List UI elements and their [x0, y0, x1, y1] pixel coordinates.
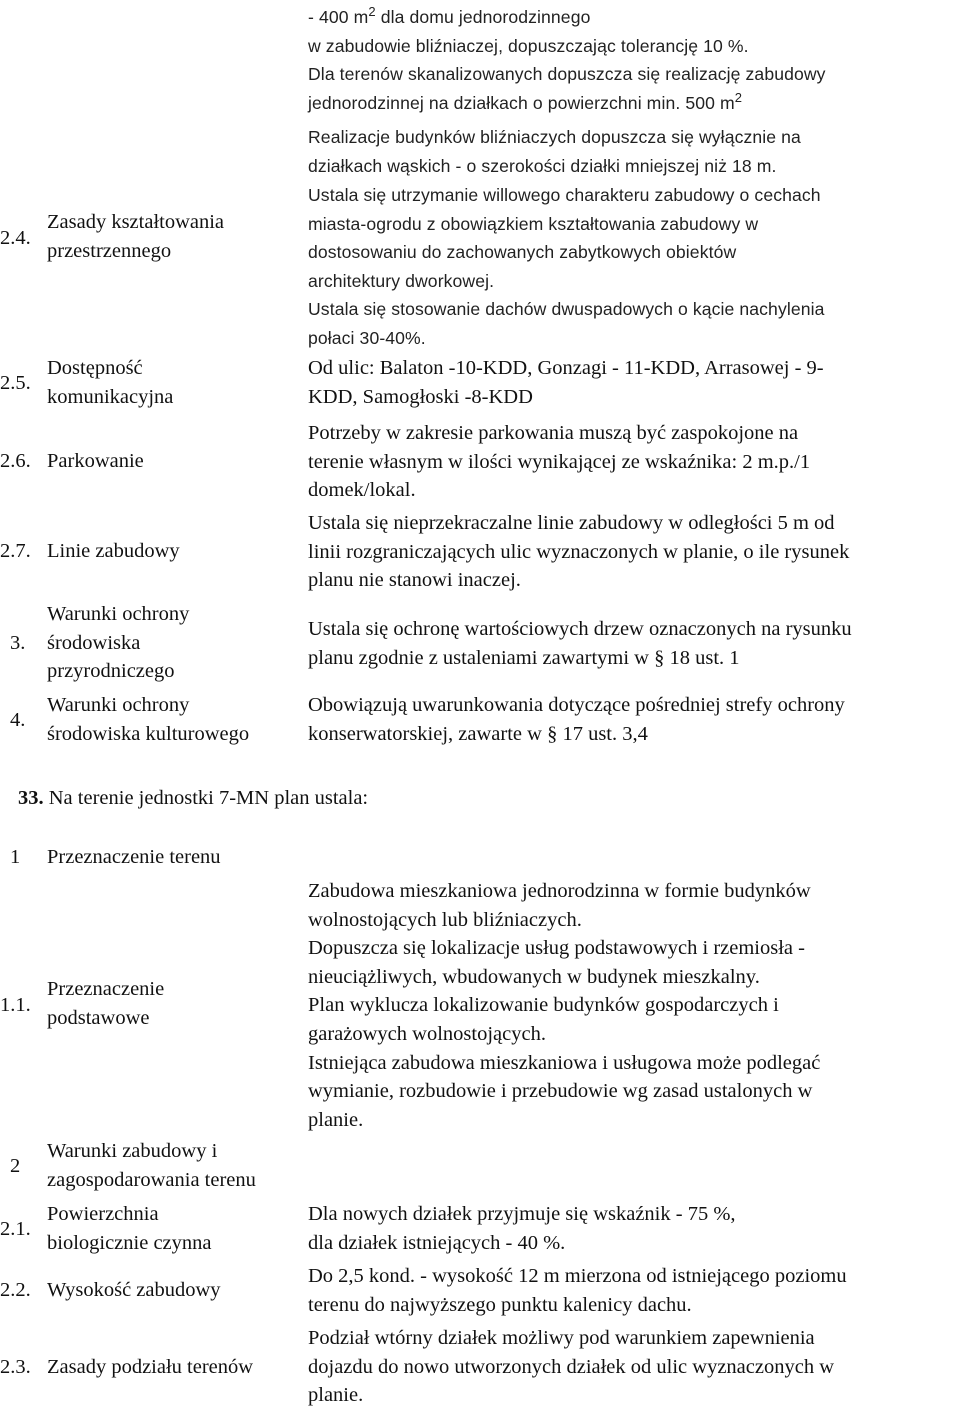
content-line: konserwatorskiej, zawarte w § 17 ust. 3,4	[308, 722, 648, 745]
intro-line-1: - 400 $m^2$ dla domu jednorodzinnego	[308, 4, 591, 27]
row-label	[47, 1200, 212, 1257]
content-line: Ustala się nieprzekraczalne linie zabudowy w odległości 5 m od	[308, 512, 835, 534]
content-line: miasta-ogrodu z obowiązkiem kształtowania zabudowy w	[308, 213, 759, 234]
content-line: planie.	[308, 1384, 364, 1407]
content-line: Dla nowych działek przyjmuje się wskaźnik - 75 %,	[308, 1203, 736, 1225]
row-number: 2.7.	[0, 540, 31, 562]
row-number: 2.4.	[0, 227, 31, 249]
content-line: Plan wyklucza lokalizowanie budynków gospodarczych i	[308, 994, 779, 1017]
row-content	[308, 615, 956, 672]
intro-paragraph	[308, 3, 956, 117]
section-number: 33.	[18, 787, 44, 809]
content-line: dostosowaniu do zachowanych zabytkowych obiektów	[308, 242, 737, 263]
row-number: 2.5.	[0, 372, 31, 394]
label-line: środowiska kulturowego	[47, 722, 250, 745]
content-line: Potrzeby w zakresie parkowania muszą być zaspokojone na	[308, 422, 799, 444]
row-label	[47, 354, 173, 411]
label-line: Przeznaczenie terenu	[47, 846, 221, 868]
content-line: Od ulic: Balaton -10-KDD, Gonzagi - 11-KDD, Arrasowej - 9-	[308, 357, 824, 379]
label-line: Przeznaczenie	[47, 978, 165, 1000]
content-line: połaci 30-40%.	[308, 327, 426, 348]
label-line: zagospodarowania terenu	[47, 1168, 256, 1191]
section-heading	[18, 784, 368, 813]
row-label	[47, 447, 144, 476]
row-content	[308, 1200, 956, 1257]
row-label	[47, 1276, 221, 1305]
row-number: 4.	[10, 709, 26, 731]
label-line: biologicznie czynna	[47, 1231, 212, 1254]
row-content	[308, 691, 956, 748]
row-label	[47, 1137, 256, 1194]
row-content	[308, 419, 956, 505]
intro-line-4: jednorodzinnej na działkach o powierzchni min. 500 $m^2$	[308, 89, 743, 113]
content-line: Obowiązują uwarunkowania dotyczące pośredniej strefy ochrony	[308, 694, 845, 716]
content-line: planu zgodnie z ustaleniami zawartymi w § 18 ust. 1	[308, 646, 740, 669]
label-line: Wysokość zabudowy	[47, 1279, 221, 1301]
row-number: 1.1.	[0, 994, 31, 1016]
label-line: przestrzennego	[47, 239, 172, 262]
content-line: terenie własnym w ilości wynikającej ze wskaźnika: 2 m.p./1	[308, 450, 811, 473]
intro-line-6: działkach wąskich - o szerokości działki mniejszej niż 18 m.	[308, 155, 777, 176]
label-line: Zasady kształtowania	[47, 211, 225, 233]
row-number: 1	[10, 846, 21, 868]
row-content	[308, 1262, 956, 1319]
row-label	[47, 1353, 253, 1382]
content-line: wymianie, rozbudowie i przebudowie wg zasad ustalonych w	[308, 1080, 813, 1103]
label-line: Zasady podziału terenów	[47, 1356, 254, 1378]
row-label	[47, 975, 164, 1032]
content-line: KDD, Samogłoski -8-KDD	[308, 385, 533, 408]
content-line: architektury dworkowej.	[308, 270, 495, 291]
label-line: środowiska	[47, 631, 141, 654]
content-line: domek/lokal.	[308, 479, 416, 502]
row-label	[47, 537, 180, 566]
content-line: Podział wtórny działek możliwy pod warunkiem zapewnienia	[308, 1327, 815, 1349]
row-label	[47, 691, 249, 748]
row-content	[308, 181, 956, 353]
content-line: garażowych wolnostojących.	[308, 1022, 546, 1045]
row-number: 2.2.	[0, 1279, 31, 1301]
content-line: linii rozgraniczających ulic wyznaczonych w planie, o ile rysunek	[308, 540, 850, 563]
intro-paragraph-2	[308, 123, 956, 180]
content-line: wolnostojących lub bliźniaczych.	[308, 908, 582, 931]
row-number: 2.6.	[0, 450, 31, 472]
content-line: dla działek istniejących - 40 %.	[308, 1231, 566, 1254]
label-line: Warunki ochrony	[47, 603, 190, 625]
label-line: komunikacyjna	[47, 385, 174, 408]
content-line: Do 2,5 kond. - wysokość 12 m mierzona od istniejącego poziomu	[308, 1265, 847, 1287]
content-line: nieuciążliwych, wbudowanych w budynek mieszkalny.	[308, 965, 760, 988]
content-line: Zabudowa mieszkaniowa jednorodzinna w formie budynków	[308, 880, 811, 902]
label-line: Warunki zabudowy i	[47, 1140, 218, 1162]
label-line: Dostępność	[47, 357, 143, 379]
content-line: Istniejąca zabudowa mieszkaniowa i usługowa może podlegać	[308, 1051, 821, 1074]
content-line: planie.	[308, 1108, 364, 1131]
content-line: terenu do najwyższego punktu kalenicy dachu.	[308, 1293, 692, 1316]
content-line: Ustala się utrzymanie willowego charakteru zabudowy o cechach	[308, 185, 821, 205]
content-line: Ustala się ochronę wartościowych drzew oznaczonych na rysunku	[308, 618, 852, 640]
content-line: Ustala się stosowanie dachów dwuspadowych o kącie nachylenia	[308, 299, 825, 320]
intro-line-5: Realizacje budynków bliźniaczych dopuszcza się wyłącznie na	[308, 127, 801, 147]
row-number: 2	[10, 1155, 21, 1177]
content-line: dojazdu do nowo utworzonych działek od ulic wyznaczonych w	[308, 1355, 835, 1378]
row-content	[308, 354, 956, 411]
row-number: 2.3.	[0, 1356, 31, 1378]
label-line: Linie zabudowy	[47, 540, 180, 562]
row-content	[308, 877, 956, 1134]
section-title: Na terenie jednostki 7-MN plan ustala:	[43, 787, 369, 809]
label-line: Powierzchnia	[47, 1203, 159, 1225]
row-label	[47, 843, 221, 872]
row-label	[47, 208, 224, 265]
intro-line-3: Dla terenów skanalizowanych dopuszcza się realizację zabudowy	[308, 64, 826, 85]
intro-line-2: w zabudowie bliźniaczej, dopuszczając tolerancję 10 %.	[308, 35, 749, 56]
row-number: 2.1.	[0, 1218, 31, 1240]
row-number: 3.	[10, 632, 26, 654]
row-content	[308, 1324, 956, 1410]
row-label	[47, 600, 189, 686]
label-line: podstawowe	[47, 1006, 150, 1029]
label-line: Parkowanie	[47, 450, 144, 472]
content-line: Dopuszcza się lokalizacje usług podstawowych i rzemiosła -	[308, 937, 805, 960]
row-content	[308, 509, 956, 595]
label-line: Warunki ochrony	[47, 694, 190, 716]
label-line: przyrodniczego	[47, 660, 175, 683]
content-line: planu nie stanowi inaczej.	[308, 569, 521, 592]
